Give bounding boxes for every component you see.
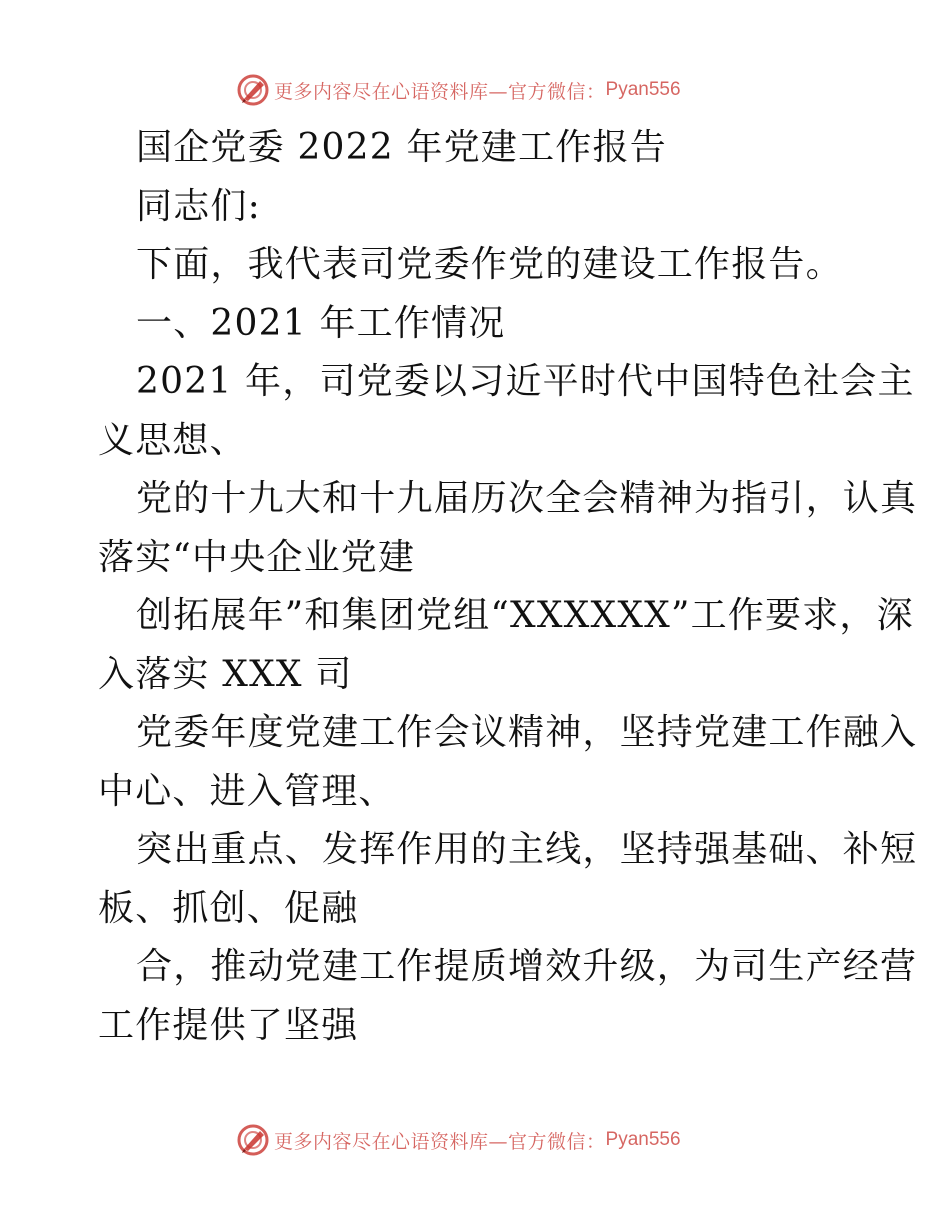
paragraph-line: 入落实 XXX 司 bbox=[98, 653, 353, 695]
paragraph-line: 工作提供了坚强 bbox=[98, 1004, 359, 1046]
paragraph-line: 2021 年，司党委以习近平时代中国特色社会主 bbox=[136, 361, 915, 402]
paragraph-line: 义思想、 bbox=[98, 419, 247, 461]
document-title: 国企党委 2022 年党建工作报告 bbox=[136, 127, 667, 168]
paragraph-line: 板、抓创、促融 bbox=[98, 887, 359, 929]
watermark-bottom bbox=[236, 1122, 681, 1158]
paragraph-line: 党委年度党建工作会议精神，坚持党建工作融入 bbox=[136, 712, 918, 753]
watermark-text: 更多内容尽在心语资料库—官方微信： bbox=[274, 1130, 606, 1153]
watermark-wechat-id: Pyan556 bbox=[605, 79, 681, 100]
pen-circle-logo-icon bbox=[236, 73, 270, 107]
watermark-top bbox=[236, 72, 681, 108]
pen-circle-logo-icon bbox=[236, 1123, 270, 1157]
document-body bbox=[98, 119, 918, 1055]
paragraph-line: 中心、进入管理、 bbox=[98, 770, 396, 812]
section-heading: 一、2021 年工作情况 bbox=[136, 302, 506, 344]
paragraph-line: 党的十九大和十九届历次全会精神为指引，认真 bbox=[136, 478, 918, 519]
paragraph-line: 创拓展年”和集团党组“XXXXXX”工作要求，深 bbox=[136, 595, 914, 636]
paragraph-line: 突出重点、发挥作用的主线，坚持强基础、补短 bbox=[136, 829, 918, 870]
watermark-text: 更多内容尽在心语资料库—官方微信： bbox=[274, 80, 606, 103]
paragraph-line: 合，推动党建工作提质增效升级，为司生产经营 bbox=[136, 946, 918, 987]
salutation: 同志们: bbox=[136, 185, 261, 227]
paragraph-line: 下面，我代表司党委作党的建设工作报告。 bbox=[136, 244, 843, 285]
watermark-wechat-id: Pyan556 bbox=[605, 1129, 681, 1150]
paragraph-line: 落实“中央企业党建 bbox=[98, 536, 416, 578]
